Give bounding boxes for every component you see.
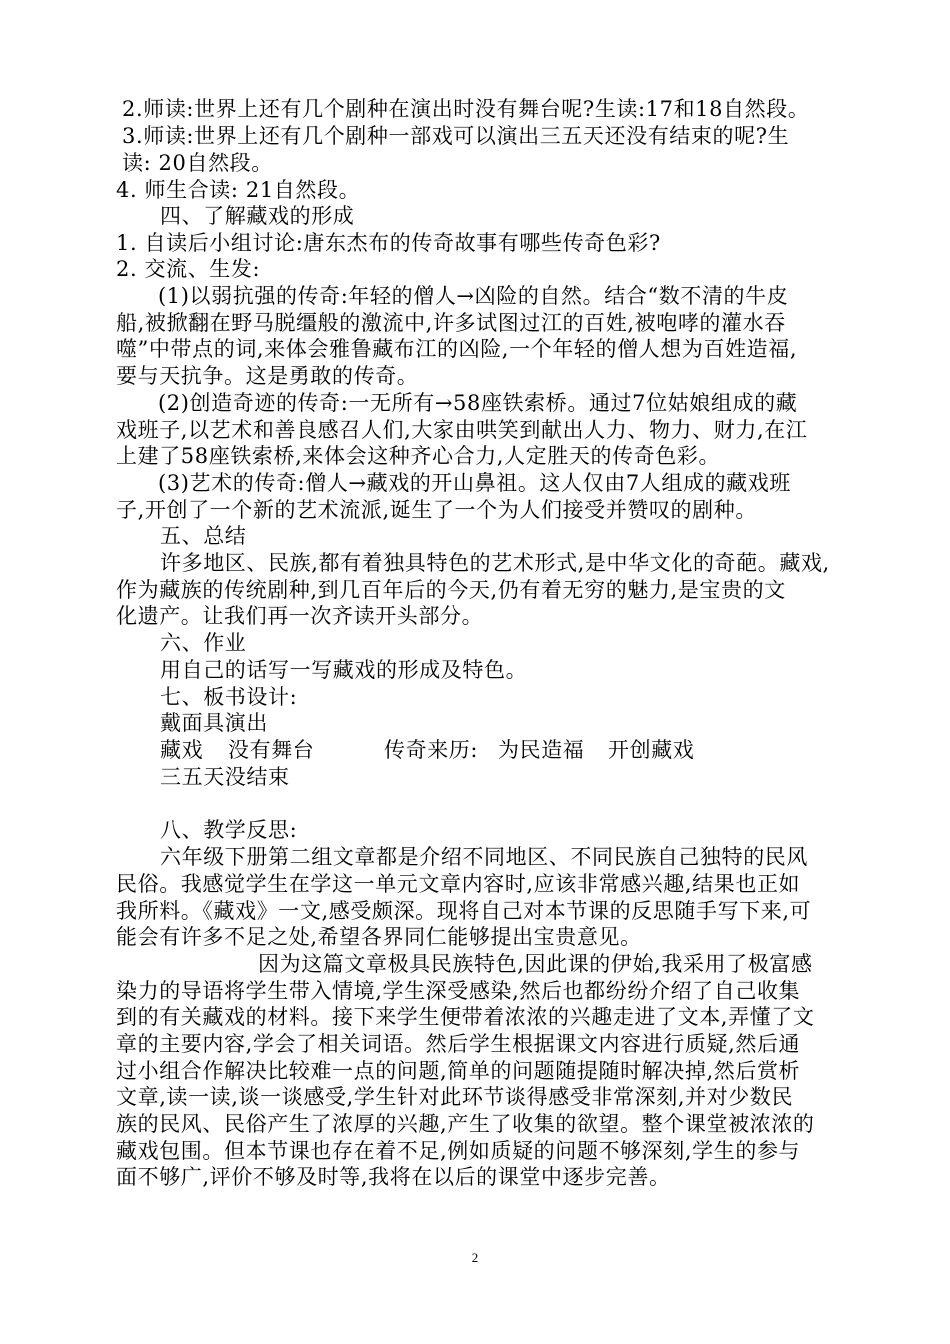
text-line: 4. 师生合读: 21自然段。 — [116, 178, 361, 202]
section-heading: 四、了解藏戏的形成 — [160, 204, 355, 228]
text-line: 噬”中带点的词,来体会雅鲁藏布江的凶险,一个年轻的僧人想为百姓造福, — [116, 337, 798, 361]
text-line: 子,开创了一个新的艺术流派,诞生了一个为人们接受并赞叹的剧种。 — [116, 498, 757, 522]
text-line: 我所料。《藏戏》一文,感受颇深。现将自己对本节课的反思随手写下来,可 — [116, 899, 812, 923]
section-heading: 八、教学反思: — [160, 818, 298, 842]
page-number: 2 — [471, 1250, 479, 1265]
text-line: 能会有许多不足之处,希望各界同仁能够提出宝贵意见。 — [116, 925, 642, 949]
text-line: 到的有关藏戏的材料。接下来学生便带着浓浓的兴趣走进了文本,弄懂了文 — [116, 1005, 815, 1029]
text-line: 用自己的话写一写藏戏的形成及特色。 — [160, 658, 528, 682]
text-line: 船,被掀翻在野马脱缰般的激流中,许多试图过江的百姓,被咆哮的灌水吞 — [116, 311, 786, 335]
text-line: 2.师读:世界上还有几个剧种在演出时没有舞台呢?生读:17和18自然段。 — [122, 97, 810, 121]
text-line: 戴面具演出 — [160, 711, 268, 735]
text-line: 许多地区、民族,都有着独具特色的艺术形式,是中华文化的奇葩。藏戏, — [160, 551, 830, 575]
text-line: 染力的导语将学生带入情境,学生深受感染,然后也都纷纷介绍了自己收集 — [116, 979, 801, 1003]
section-heading: 五、总结 — [160, 524, 247, 548]
text-line: 2. 交流、生发: — [116, 257, 261, 281]
board-cell: 藏戏 — [160, 738, 204, 762]
text-line: 面不够广,评价不够及时等,我将在以后的课堂中逐步完善。 — [116, 1165, 671, 1189]
text-line: 章的主要内容,学会了相关词语。然后学生根据课文内容进行质疑,然后通 — [116, 1032, 801, 1056]
text-line: 3.师读:世界上还有几个剧种一部戏可以演出三五天还没有结束的呢?生 — [122, 124, 790, 148]
text-line: 化遗产。让我们再一次齐读开头部分。 — [116, 604, 484, 628]
text-line: (3)艺术的传奇:僧人→藏戏的开山鼻祖。这人仅由7人组成的藏戏班 — [158, 471, 791, 495]
text-line: 要与天抗争。这是勇敢的传奇。 — [116, 364, 419, 388]
text-line: 上建了58座铁索桥,来体会这种齐心合力,人定胜天的传奇色彩。 — [116, 444, 721, 468]
text-line: 作为藏族的传统剧种,到几百年后的今天,仍有着无穷的魅力,是宝贵的文 — [116, 578, 786, 602]
text-line: 戏班子,以艺术和善良感召人们,大家由哄笑到献出人力、物力、财力,在江 — [116, 418, 808, 442]
section-heading: 七、板书设计: — [160, 685, 298, 709]
board-cell: 传奇来历: — [384, 738, 479, 762]
section-heading: 六、作业 — [160, 631, 247, 655]
text-line: 过小组合作解决比较难一点的问题,简单的问题随提随时解决掉,然后赏析 — [116, 1059, 801, 1083]
text-line: 文章,读一读,谈一谈感受,学生针对此环节谈得感受非常深刻,并对少数民 — [116, 1085, 794, 1109]
text-line: 族的民风、民俗产生了浓厚的兴趣,产生了收集的欲望。整个课堂被浓浓的 — [116, 1112, 815, 1136]
board-cell: 为民造福 — [498, 738, 585, 762]
board-cell: 没有舞台 — [228, 738, 315, 762]
text-line: 1. 自读后小组讨论:唐东杰布的传奇故事有哪些传奇色彩? — [116, 231, 661, 255]
text-line: (2)创造奇迹的传奇:一无所有→58座铁索桥。通过7位姑娘组成的藏 — [158, 391, 798, 415]
text-line: 因为这篇文章极具民族特色,因此课的伊始,我采用了极富感 — [258, 952, 813, 976]
text-line: (1)以弱抗强的传奇:年轻的僧人→凶险的自然。结合“数不清的牛皮 — [158, 284, 789, 308]
text-line: 读: 20自然段。 — [122, 151, 273, 175]
text-line: 六年级下册第二组文章都是介绍不同地区、不同民族自己独特的民风 — [160, 845, 808, 869]
text-line: 三五天没结束 — [160, 765, 290, 789]
text-line: 民俗。我感觉学生在学这一单元文章内容时,应该非常感兴趣,结果也正如 — [116, 872, 801, 896]
text-line: 藏戏包围。但本节课也存在着不足,例如质疑的问题不够深刻,学生的参与 — [116, 1139, 801, 1163]
board-cell: 开创藏戏 — [608, 738, 695, 762]
